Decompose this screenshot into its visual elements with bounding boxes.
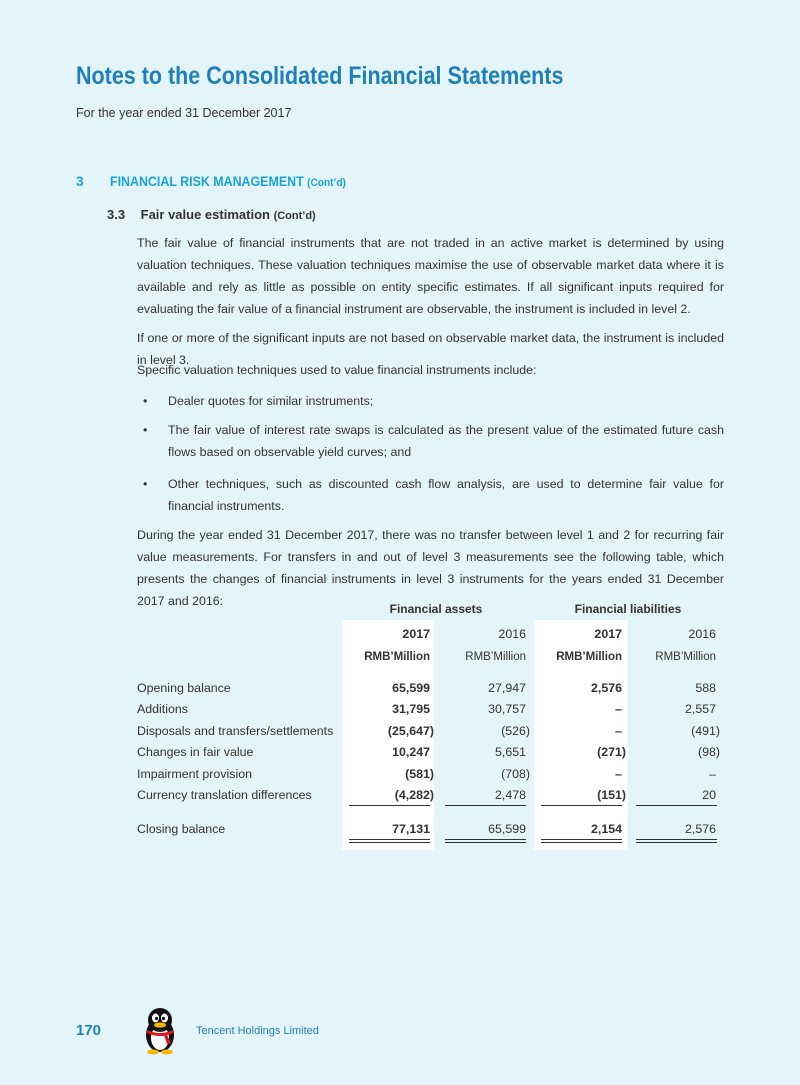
- section-cont: (Cont’d): [306, 177, 346, 189]
- table-row-label: Additions: [137, 702, 188, 716]
- column-header-year: 2017: [594, 627, 622, 641]
- table-cell: (25,647): [387, 724, 434, 738]
- paragraph-level3: If one or more of the significant inputs are not based on observable market data, the instrument is included in level 3.: [137, 331, 724, 367]
- subsection-heading: [107, 207, 316, 222]
- page-number: 170: [76, 1022, 102, 1039]
- table-row-label: Impairment provision: [137, 767, 253, 781]
- subtotal-rule: [349, 805, 430, 806]
- column-header-year: 2016: [498, 627, 526, 641]
- total-rule: [636, 842, 717, 843]
- bullet-marker: •: [143, 477, 148, 491]
- table-cell: (4,282): [394, 788, 434, 802]
- total-rule: [349, 839, 430, 840]
- table-cell: (98): [697, 745, 720, 759]
- total-rule: [445, 842, 526, 843]
- column-header-year: 2017: [402, 627, 430, 641]
- table-row-label: Changes in fair value: [137, 745, 254, 759]
- table-cell: 65,599: [392, 681, 430, 695]
- page-title: Notes to the Consolidated Financial Statements: [76, 62, 564, 90]
- total-rule: [349, 842, 430, 843]
- table-cell: (708): [501, 767, 530, 781]
- table-cell: 10,247: [392, 745, 430, 759]
- bullet-marker: •: [143, 423, 148, 437]
- table-cell: 2,576: [684, 822, 716, 836]
- total-rule: [541, 842, 622, 843]
- table-cell: (526): [501, 724, 530, 738]
- table-cell: 27,947: [488, 681, 526, 695]
- subsection-title: Fair value estimation: [140, 207, 270, 222]
- table-row-label: Opening balance: [137, 681, 231, 695]
- subsection-number: 3.3: [107, 207, 126, 222]
- table-group-financial-liabilities: Financial liabilities: [574, 602, 682, 616]
- table-cell: 65,599: [488, 822, 526, 836]
- table-cell: 2,576: [590, 681, 622, 695]
- table-cell: (271): [597, 745, 626, 759]
- bullet-item-other-techniques: Other techniques, such as discounted cash flow analysis, are used to determine fair value for financial instruments.: [168, 477, 724, 513]
- bullet-item-dealer-quotes: Dealer quotes for similar instruments;: [168, 394, 374, 408]
- subtotal-rule: [636, 805, 717, 806]
- table-cell: 31,795: [392, 702, 430, 716]
- total-rule: [541, 839, 622, 840]
- subtotal-rule: [541, 805, 622, 806]
- column-header-year: 2016: [688, 627, 716, 641]
- table-cell: 20: [702, 788, 716, 802]
- table-cell: –: [709, 767, 716, 781]
- section-heading: [76, 174, 366, 189]
- table-cell: 30,757: [488, 702, 526, 716]
- bullet-item-interest-rate-swaps: The fair value of interest rate swaps is calculated as the present value of the estimated future cash flows based on observable yield curves; and: [168, 423, 724, 459]
- table-cell: (581): [405, 767, 434, 781]
- section-title: FINANCIAL RISK MANAGEMENT: [109, 174, 304, 189]
- column-header-unit: RMB’Million: [556, 651, 622, 663]
- section-number: 3: [76, 174, 84, 189]
- table-cell: 2,478: [494, 788, 526, 802]
- subsection-cont: (Cont’d): [273, 210, 316, 222]
- table-cell: 588: [695, 681, 716, 695]
- table-cell: 2,557: [684, 702, 716, 716]
- company-name: Tencent Holdings Limited: [196, 1025, 319, 1037]
- bullet-marker: •: [143, 394, 148, 408]
- table-cell: –: [615, 724, 622, 738]
- penguin-mascot-icon: [140, 1005, 180, 1060]
- table-cell: (491): [691, 724, 720, 738]
- table-cell: 77,131: [392, 822, 430, 836]
- subtotal-rule: [445, 805, 526, 806]
- table-cell: 2,154: [590, 822, 622, 836]
- table-row-label: Closing balance: [137, 822, 226, 836]
- paragraph-techniques: Specific valuation techniques used to value financial instruments include:: [137, 363, 537, 377]
- table-group-financial-assets: Financial assets: [389, 602, 483, 616]
- total-rule: [636, 839, 717, 840]
- page-subtitle: For the year ended 31 December 2017: [76, 106, 292, 120]
- column-header-unit: RMB’Million: [655, 651, 716, 663]
- table-row-label: Disposals and transfers/settlements: [137, 724, 334, 738]
- table-cell: (151): [597, 788, 626, 802]
- paragraph-valuation: The fair value of financial instruments that are not traded in an active market is determined by using valuation techniques. These valuation techniques maximise the use of observable market data where it is available and rely as little as possible on entity specific estimates. If all significant inputs required for evaluating the fair value of a financial instrument are observable, the instrument is included in level 2.: [137, 236, 724, 316]
- paragraph-transfers: During the year ended 31 December 2017, there was no transfer between level 1 and 2 for recurring fair value measurements. For transfers in and out of level 3 measurements see the following table, which presents the changes of financial instruments in level 3 instruments for the years ended 31 December 2017 and 2016:: [137, 528, 724, 608]
- table-cell: 5,651: [494, 745, 526, 759]
- column-header-unit: RMB’Million: [364, 651, 430, 663]
- table-cell: –: [615, 767, 622, 781]
- table-cell: –: [615, 702, 622, 716]
- table-row-label: Currency translation differences: [137, 788, 312, 802]
- total-rule: [445, 839, 526, 840]
- column-header-unit: RMB’Million: [465, 651, 526, 663]
